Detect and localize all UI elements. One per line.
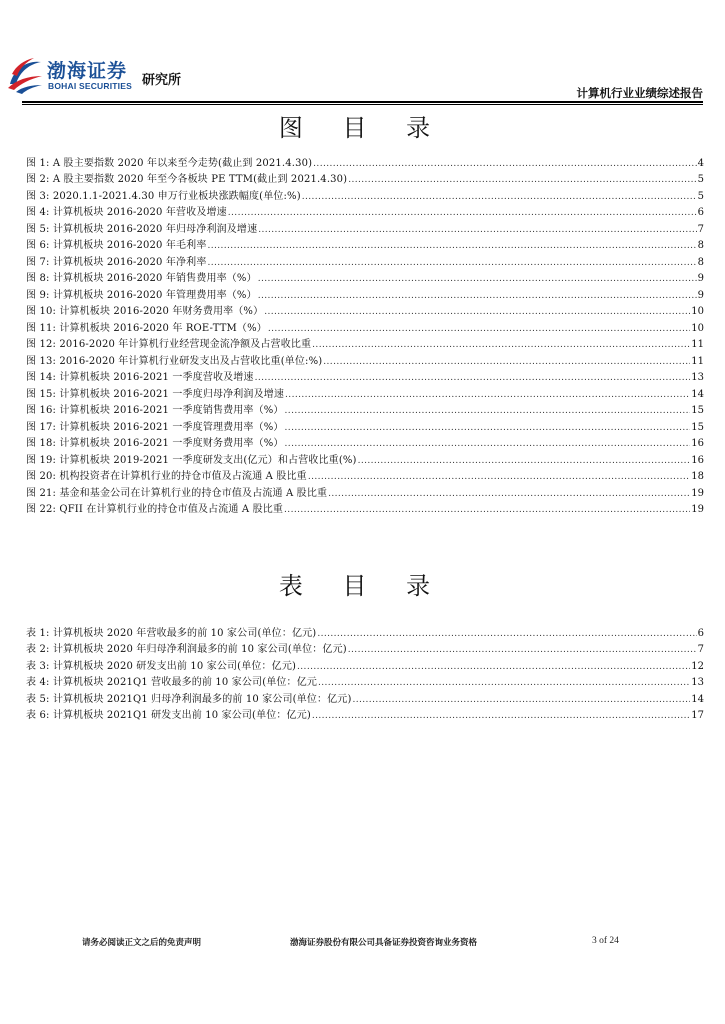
- toc-dot-leader: [308, 471, 690, 483]
- toc-dot-leader: [348, 174, 696, 186]
- toc-entry[interactable]: [26, 434, 704, 451]
- toc-dot-leader: [285, 422, 691, 434]
- toc-dot-leader: [348, 644, 697, 656]
- toc-dot-leader: [312, 710, 690, 722]
- toc-entry-label: 表 4: 计算机板块 2021Q1 营收最多的前 10 家公司(单位：亿元: [26, 677, 317, 688]
- toc-dot-leader: [258, 224, 696, 236]
- table-toc-title: 表 目 录: [278, 572, 447, 600]
- toc-entry[interactable]: [26, 623, 704, 640]
- toc-dot-leader: [313, 158, 696, 170]
- toc-entry[interactable]: [26, 236, 704, 253]
- toc-entry-page: 10: [691, 322, 704, 334]
- toc-dot-leader: [284, 504, 690, 516]
- toc-dot-leader: [353, 694, 691, 706]
- toc-entry-page: 19: [691, 504, 704, 515]
- toc-entry-label: 图 21: 基金和基金公司在计算机行业的持仓市值及占流通 A 股比重: [26, 487, 328, 499]
- toc-entry[interactable]: [26, 368, 704, 385]
- toc-dot-leader: [323, 356, 690, 368]
- toc-entry-page: 16: [691, 454, 704, 466]
- toc-entry[interactable]: [26, 483, 704, 500]
- toc-entry[interactable]: [26, 153, 704, 170]
- qualification-note: 渤海证券股份有限公司具备证券投资咨询业务资格: [290, 938, 478, 948]
- toc-entry[interactable]: [26, 302, 704, 319]
- toc-entry[interactable]: [26, 269, 704, 286]
- toc-entry-label: 表 6: 计算机板块 2021Q1 研发支出前 10 家公司(单位：亿元): [26, 710, 311, 721]
- toc-entry-page: 9: [697, 273, 704, 284]
- logo-chinese-name: 渤海证券: [47, 60, 128, 82]
- toc-dot-leader: [285, 389, 690, 401]
- logo-english-name: BOHAI SECURITIES: [48, 81, 132, 91]
- toc-entry-label: 表 2: 计算机板块 2020 年归母净利润最多的前 10 家公司(单位：亿元): [26, 644, 347, 655]
- page-header: [0, 0, 725, 104]
- toc-dot-leader: [328, 488, 690, 500]
- toc-entry-label: 图 12: 2016-2020 年计算机行业经营现金流净额及占营收比重: [26, 339, 312, 350]
- institute-name: 研究所: [142, 73, 182, 88]
- toc-dot-leader: [258, 273, 697, 285]
- toc-entry-label: 图 8: 计算机板块 2016-2020 年销售费用率（%）: [26, 273, 257, 284]
- toc-dot-leader: [318, 677, 690, 689]
- toc-dot-leader: [317, 628, 696, 640]
- toc-entry-page: 13: [691, 677, 704, 688]
- toc-dot-leader: [228, 207, 697, 219]
- toc-entry[interactable]: [26, 252, 704, 269]
- toc-entry-label: 图 10: 计算机板块 2016-2020 年财务费用率（%）: [26, 306, 264, 317]
- page-number: 3 of 24: [592, 936, 619, 946]
- toc-entry-page: 5: [697, 190, 704, 202]
- toc-entry-label: 图 9: 计算机板块 2016-2020 年管理费用率（%）: [26, 289, 257, 301]
- toc-entry-page: 18: [691, 471, 704, 482]
- toc-entry-page: 11: [691, 355, 704, 367]
- toc-entry-label: 图 13: 2016-2020 年计算机行业研发支出及占营收比重(单位:%): [26, 355, 323, 367]
- toc-entry-page: 7: [697, 223, 704, 235]
- toc-entry-page: 9: [697, 289, 704, 301]
- toc-entry-page: 17: [691, 710, 704, 721]
- toc-entry[interactable]: [26, 500, 704, 517]
- toc-dot-leader: [207, 257, 696, 269]
- toc-entry[interactable]: [26, 351, 704, 368]
- header-rule: [22, 101, 703, 103]
- toc-entry[interactable]: [26, 203, 704, 220]
- toc-entry[interactable]: [26, 401, 704, 418]
- toc-dot-leader: [285, 405, 691, 417]
- toc-entry-label: 图 1: A 股主要指数 2020 年以来至今走势(截止到 2021.4.30): [26, 157, 313, 169]
- toc-dot-leader: [258, 290, 697, 302]
- toc-entry[interactable]: [26, 450, 704, 467]
- toc-entry-label: 图 17: 计算机板块 2016-2021 一季度管理费用率（%）: [26, 421, 284, 433]
- toc-entry[interactable]: [26, 335, 704, 352]
- toc-entry[interactable]: [26, 384, 704, 401]
- toc-dot-leader: [297, 661, 690, 673]
- toc-entry-label: 图 2: A 股主要指数 2020 年至今各板块 PE TTM(截止到 2021.4.30): [26, 174, 348, 185]
- toc-entry[interactable]: [26, 673, 704, 690]
- figure-toc-title: 图 目 录: [278, 114, 447, 142]
- toc-dot-leader: [264, 306, 690, 318]
- toc-entry-label: 图 7: 计算机板块 2016-2020 年净利率: [26, 256, 207, 268]
- toc-entry-page: 19: [691, 487, 704, 499]
- toc-entry-label: 图 19: 计算机板块 2019-2021 一季度研发支出(亿元）和占营收比重(%): [26, 454, 357, 466]
- toc-entry[interactable]: [26, 689, 704, 706]
- toc-entry-page: 15: [691, 405, 704, 416]
- toc-entry[interactable]: [26, 467, 704, 484]
- toc-dot-leader: [358, 455, 691, 467]
- toc-entry-page: 6: [697, 207, 704, 218]
- toc-entry-page: 6: [697, 627, 704, 639]
- toc-dot-leader: [268, 323, 690, 335]
- toc-entry-page: 4: [697, 157, 704, 169]
- toc-entry-page: 8: [697, 240, 704, 251]
- toc-entry-page: 12: [691, 660, 704, 672]
- toc-entry-label: 图 5: 计算机板块 2016-2020 年归母净利润及增速: [26, 223, 258, 235]
- toc-entry[interactable]: [26, 318, 704, 335]
- toc-dot-leader: [302, 191, 697, 203]
- toc-entry-label: 图 16: 计算机板块 2016-2021 一季度销售费用率（%）: [26, 405, 284, 416]
- table-toc-list: [26, 623, 704, 722]
- toc-entry-page: 14: [691, 388, 704, 400]
- toc-dot-leader: [312, 339, 690, 351]
- toc-entry-page: 15: [691, 421, 704, 433]
- toc-entry-label: 图 6: 计算机板块 2016-2020 年毛利率: [26, 240, 207, 251]
- disclaimer-note: 请务必阅读正文之后的免责声明: [82, 938, 202, 948]
- toc-entry-page: 13: [691, 372, 704, 383]
- toc-entry-label: 图 11: 计算机板块 2016-2020 年 ROE-TTM（%）: [26, 322, 267, 334]
- report-type: 计算机行业业绩综述报告: [576, 86, 703, 100]
- toc-entry-page: 5: [697, 174, 704, 185]
- toc-dot-leader: [255, 372, 691, 384]
- toc-entry-label: 图 22: QFII 在计算机行业的持仓市值及占流通 A 股比重: [26, 504, 284, 515]
- toc-entry-label: 图 4: 计算机板块 2016-2020 年营收及增速: [26, 207, 227, 218]
- toc-entry[interactable]: [26, 640, 704, 657]
- toc-entry-label: 图 15: 计算机板块 2016-2021 一季度归母净利润及增速: [26, 388, 285, 400]
- toc-entry[interactable]: [26, 170, 704, 187]
- header-rule-thin: [22, 104, 703, 105]
- bohai-logo-mark-icon: [6, 54, 44, 94]
- toc-entry-label: 表 5: 计算机板块 2021Q1 归母净利润最多的前 10 家公司(单位：亿元): [26, 693, 352, 705]
- toc-entry-page: 11: [691, 339, 704, 350]
- toc-entry[interactable]: [26, 656, 704, 673]
- toc-entry[interactable]: [26, 417, 704, 434]
- toc-entry[interactable]: [26, 285, 704, 302]
- toc-entry-label: 图 20: 机构投资者在计算机行业的持仓市值及占流通 A 股比重: [26, 471, 307, 482]
- toc-entry-page: 7: [697, 644, 704, 655]
- bohai-logo: [6, 52, 206, 98]
- toc-entry-label: 图 14: 计算机板块 2016-2021 一季度营收及增速: [26, 372, 254, 383]
- toc-entry-label: 表 3: 计算机板块 2020 研发支出前 10 家公司(单位：亿元): [26, 660, 297, 672]
- toc-entry[interactable]: [26, 186, 704, 203]
- toc-entry-label: 图 18: 计算机板块 2016-2021 一季度财务费用率（%）: [26, 438, 284, 449]
- toc-entry-label: 表 1: 计算机板块 2020 年营收最多的前 10 家公司(单位：亿元): [26, 627, 317, 639]
- toc-entry[interactable]: [26, 219, 704, 236]
- toc-entry-label: 图 3: 2020.1.1-2021.4.30 申万行业板块涨跌幅度(单位:%): [26, 190, 301, 202]
- toc-entry[interactable]: [26, 706, 704, 723]
- toc-entry-page: 14: [691, 693, 704, 705]
- page-footer: [0, 936, 725, 950]
- figure-toc-list: [26, 153, 704, 516]
- toc-entry-page: 16: [691, 438, 704, 449]
- toc-entry-page: 8: [697, 256, 704, 268]
- toc-dot-leader: [207, 240, 696, 252]
- toc-entry-page: 10: [691, 306, 704, 317]
- toc-dot-leader: [285, 438, 691, 450]
